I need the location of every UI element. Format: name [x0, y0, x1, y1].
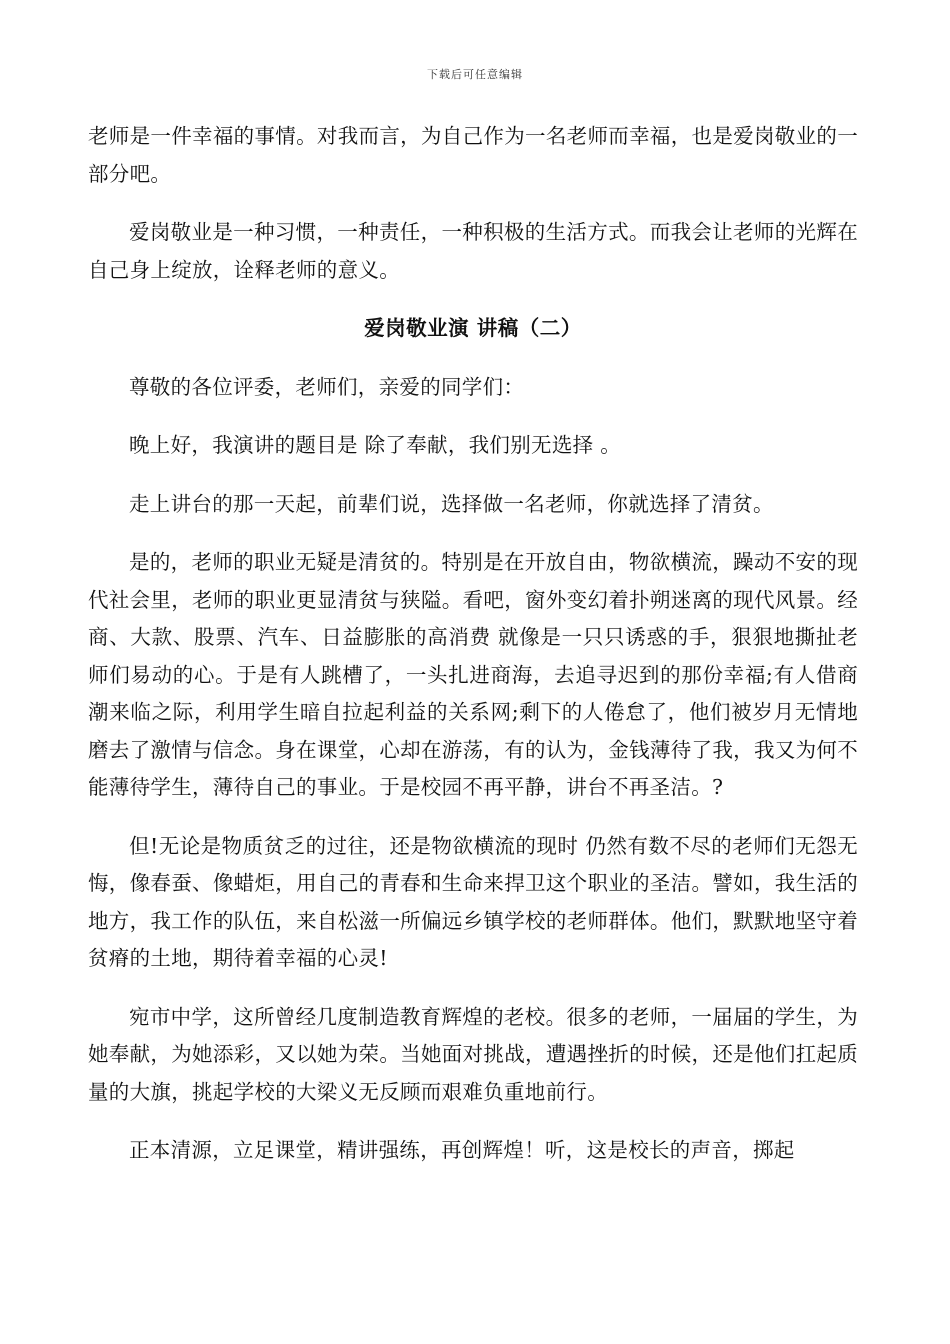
paragraph: 是的，老师的职业无疑是清贫的。特别是在开放自由，物欲横流，躁动不安的现代社会里，老师的职业更显清贫与狭隘。看吧，窗外变幻着扑朔迷离的现代风景。经商、大款、股票、汽车、日益膨胀的高消费 就像是一只只诱惑的手，狠狠地撕扯老师们易动的心。于是有人跳槽了，一头扎进商海，去追寻迟到的那份幸福;有人借商潮来临之际，利用学生暗自拉起利益的关系网;剩下的人倦怠了，他们被岁月无情地磨去了激情与信念。身在课堂，心却在游荡，有的认为，金钱薄待了我，我又为何不能薄待学生，薄待自己的事业。于是校园不再平静，讲台不再圣洁。?	[88, 550, 858, 799]
paragraph: 爱岗敬业是一种习惯，一种责任，一种积极的生活方式。而我会让老师的光辉在自己身上绽放，诠释老师的意义。	[88, 220, 858, 282]
paragraph: 走上讲台的那一天起，前辈们说，选择做一名老师，你就选择了清贫。	[129, 491, 774, 516]
paragraph: 晚上好，我演讲的题目是 除了奉献，我们别无选择 。	[129, 433, 622, 457]
section-title: 爱岗敬业演 讲稿（二）	[364, 316, 582, 340]
paragraph-salutation: 尊敬的各位评委，老师们，亲爱的同学们：	[129, 374, 525, 399]
document-body	[88, 118, 858, 1191]
header-note: 下载后可任意编辑	[427, 68, 523, 81]
paragraph: 但!无论是物质贫乏的过往，还是物欲横流的现时 仍然有数不尽的老师们无怨无悔，像春蚕、像蜡炬，用自己的青春和生命来捍卫这个职业的圣洁。譬如，我生活的地方，我工作的队伍，来自松滋一所偏远乡镇学校的老师群体。他们，默默地坚守着贫瘠的土地，期待着幸福的心灵!	[88, 833, 858, 970]
paragraph: 宛市中学，这所曾经几度制造教育辉煌的老校。很多的老师，一届届的学生，为她奉献，为她添彩，又以她为荣。当她面对挑战，遭遇挫折的时候，还是他们扛起质量的大旗，挑起学校的大梁义无反顾而艰难负重地前行。	[88, 1004, 858, 1104]
paragraph: 正本清源，立足课堂，精讲强练，再创辉煌！听，这是校长的声音，掷起	[129, 1138, 795, 1162]
paragraph-continuation: 老师是一件幸福的事情。对我而言，为自己作为一名老师而幸福，也是爱岗敬业的一部分吧。	[88, 124, 858, 186]
